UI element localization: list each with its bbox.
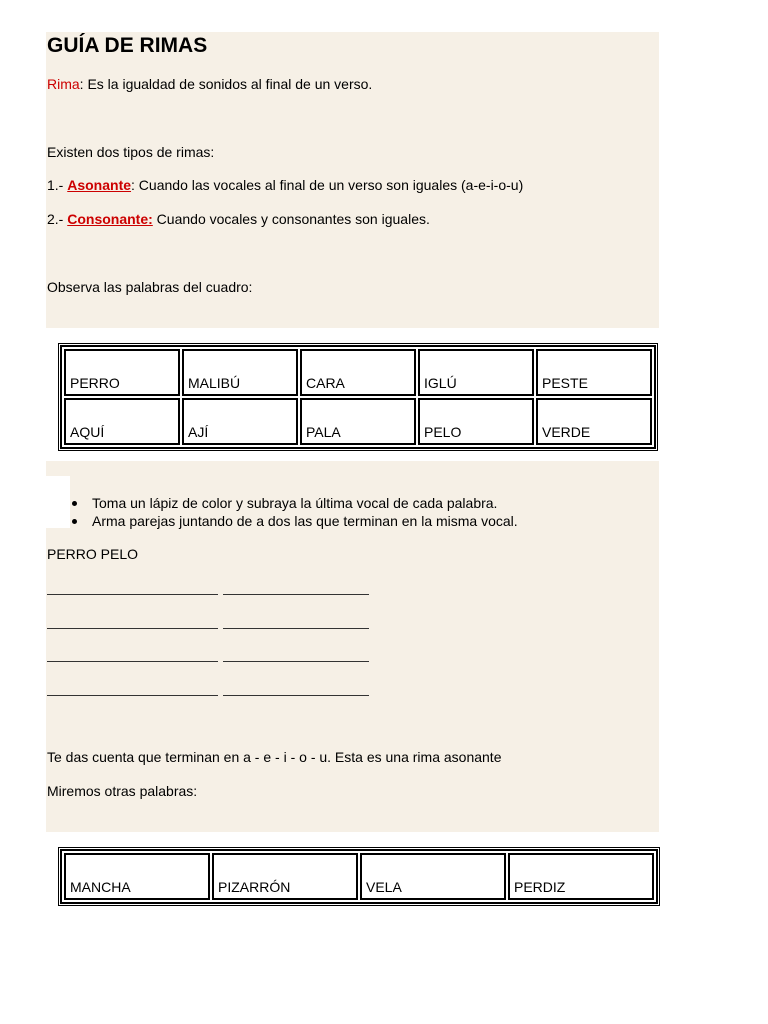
type-name-asonante: Asonante bbox=[67, 177, 132, 193]
table-cell: PERDIZ bbox=[508, 853, 654, 900]
answer-blank-right bbox=[223, 628, 369, 629]
conclusion-text: Te das cuenta que terminan en a - e - i - o - u. Esta es una rima asonante bbox=[47, 749, 502, 765]
table-cell: PESTE bbox=[536, 349, 652, 396]
intro-text: Existen dos tipos de rimas: bbox=[47, 144, 215, 160]
definition-line bbox=[47, 75, 372, 93]
more-words-text: Miremos otras palabras: bbox=[47, 783, 198, 799]
table-cell: AQUÍ bbox=[64, 398, 180, 445]
table-cell: MANCHA bbox=[64, 853, 210, 900]
answer-blank-left bbox=[47, 594, 218, 595]
example-pair: PERRO PELO bbox=[47, 546, 139, 562]
table-cell: PERRO bbox=[64, 349, 180, 396]
answer-blank-left bbox=[47, 628, 218, 629]
table-cell: VELA bbox=[360, 853, 506, 900]
table-row bbox=[64, 853, 654, 900]
table-cell: PELO bbox=[418, 398, 534, 445]
list-item: Toma un lápiz de color y subraya la última vocal de cada palabra. bbox=[92, 494, 518, 512]
type-name-consonante: Consonante: bbox=[67, 211, 153, 227]
rhyme-type-consonante bbox=[47, 210, 430, 228]
table-cell: VERDE bbox=[536, 398, 652, 445]
answer-blank-right bbox=[223, 594, 369, 595]
page-title: GUÍA DE RIMAS bbox=[47, 34, 208, 57]
answer-blank-right bbox=[223, 661, 369, 662]
type-prefix: 1.- bbox=[47, 177, 68, 193]
list-item: Arma parejas juntando de a dos las que terminan en la misma vocal. bbox=[92, 513, 518, 529]
table-cell: CARA bbox=[300, 349, 416, 396]
type-description: Cuando vocales y consonantes son iguales. bbox=[152, 211, 430, 227]
table-cell: PIZARRÓN bbox=[212, 853, 358, 900]
table-cell: AJÍ bbox=[182, 398, 298, 445]
type-prefix: 2.- bbox=[47, 211, 68, 227]
answer-blank-right bbox=[223, 695, 369, 696]
table-row bbox=[64, 349, 652, 396]
instructions-list bbox=[92, 494, 518, 530]
table-cell: PALA bbox=[300, 398, 416, 445]
type-description: : Cuando las vocales al final de un verso son iguales (a-e-i-o-u) bbox=[131, 177, 524, 193]
answer-blank-left bbox=[47, 661, 218, 662]
definition-text: : Es la igualdad de sonidos al final de un verso. bbox=[79, 76, 373, 92]
answer-blank-left bbox=[47, 695, 218, 696]
panel-notch bbox=[46, 476, 70, 528]
word-table-1 bbox=[60, 345, 656, 449]
table-cell: IGLÚ bbox=[418, 349, 534, 396]
table-row bbox=[64, 398, 652, 445]
rhyme-type-asonante bbox=[47, 176, 523, 194]
definition-term: Rima bbox=[47, 76, 80, 92]
observe-text: Observa las palabras del cuadro: bbox=[47, 279, 253, 295]
table-cell: MALIBÚ bbox=[182, 349, 298, 396]
word-table-2 bbox=[60, 849, 658, 904]
